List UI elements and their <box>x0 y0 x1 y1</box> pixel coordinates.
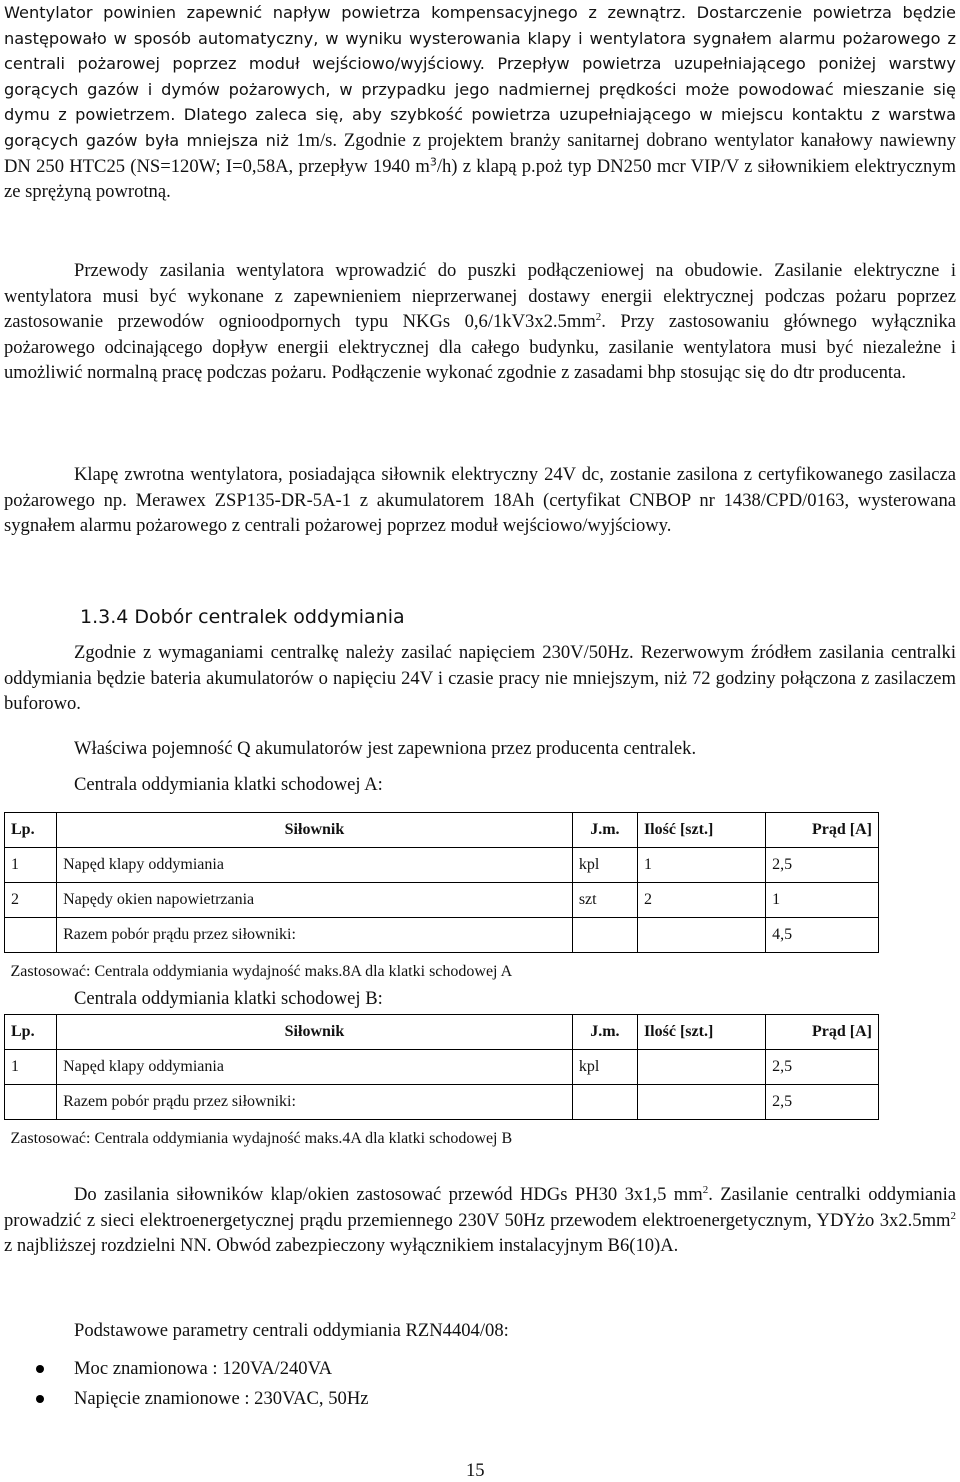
header-quantity: Ilość [szt.] <box>637 1015 765 1050</box>
header-quantity: Ilość [szt.] <box>637 813 765 848</box>
cell-empty <box>5 918 57 953</box>
parameters-list <box>0 1354 369 1414</box>
cell-current: 2,5 <box>766 1050 879 1085</box>
cell-quantity: 2 <box>637 883 765 918</box>
paragraph-parameters-intro: Podstawowe parametry centrali oddymiania RZN4404/08: <box>74 1320 509 1341</box>
page-number: 15 <box>466 1460 485 1481</box>
list-item <box>0 1384 369 1414</box>
table-header-row <box>5 1015 879 1050</box>
header-unit: J.m. <box>572 1015 637 1050</box>
header-actuator: Siłownik <box>57 1015 573 1050</box>
superscript-2: 2 <box>702 1183 709 1196</box>
paragraph-cabling-c: z najbliższej rozdzielni NN. Obwód zabezpieczony wyłącznikiem instalacyjnym B6(10)A. <box>4 1235 679 1257</box>
list-item-text: Moc znamionowa : 120VA/240VA <box>74 1358 333 1379</box>
paragraph-cabling-b: . Zasilanie centralki oddymiania prowadzić z sieci elektroenergetycznej prądu przemiennego 230V 50Hz przewodem elektroenergetycznym, YDYżo 3x2.5mm <box>4 1184 956 1231</box>
table-total-row <box>5 1085 879 1120</box>
header-current: Prąd [A] <box>766 1015 879 1050</box>
superscript-2: 2 <box>950 1209 956 1222</box>
cell-empty <box>572 918 637 953</box>
paragraph-power-supply-b: . Przy zastosowaniu głównego wyłącznika pożarowego odcinającego dopływ energii elektrycznej dla całego budynku, zasilanie wentylatora musi być niezależne i umożliwić normalną pracę podczas pożaru. Podłączenie wykonać zgodnie z zasadami bhp stosując się do dtr producenta. <box>4 311 956 384</box>
cell-total-label: Razem pobór prądu przez siłowniki: <box>57 1085 573 1120</box>
paragraph-power-supply-a: Przewody zasilania wentylatora wprowadzić do puszki podłączeniowej na obudowie. Zasilanie elektryczne i wentylatora musi być wykonane z zapewnieniem nieprzerwanej dostawy energii elektrycznej podczas pożaru poprzez zastosowanie przewodów ognioodpornych typu NKGs 0,6/1kV3x2.5mm <box>4 260 956 333</box>
paragraph-fan-intro <box>4 0 956 205</box>
list-item-text: Napięcie znamionowe : 230VAC, 50Hz <box>74 1388 369 1409</box>
cell-actuator: Napędy okien napowietrzania <box>57 883 573 918</box>
cell-current: 1 <box>766 883 879 918</box>
table-note: Zastosować: Centrala oddymiania wydajność maks.8A dla klatki schodowej A <box>5 953 879 988</box>
paragraph-fan-intro-text: Wentylator powinien zapewnić napływ powietrza kompensacyjnego z zewnątrz. Dostarczenie powietrza będzie następowało w sposób automatyczny, w wyniku wysterowania klapy i wentylatora sygnałem alarmu pożarowego z centrali pożarowej poprzez moduł wejściowo/wyjściowy. Przepływ powietrza uzupełniającego poniżej warstwy gorących gazów i dymów pożarowych, w przypadku jego nadmiernej prędkości może powodować mieszanie się dymu z powietrzem. Dlatego zaleca się, aby szybkość powietrza uzupełniającego w miejscu kontaktu z warstwa gorących gazów była mniejsza niż <box>4 3 956 150</box>
paragraph-fan-spec-end: /h) z klapą p.poż typ DN250 mcr VIP/V z siłownikiem elektrycznym ze sprężyną powrotną. <box>4 155 956 203</box>
cell-unit: kpl <box>572 1050 637 1085</box>
list-item <box>0 1354 369 1384</box>
cell-lp: 2 <box>5 883 57 918</box>
cell-empty <box>572 1085 637 1120</box>
table-row <box>5 1050 879 1085</box>
table-row <box>5 883 879 918</box>
paragraph-power-supply <box>4 258 956 386</box>
header-actuator: Siłownik <box>57 813 573 848</box>
table-staircase-b <box>4 1014 879 1154</box>
table-total-row <box>5 918 879 953</box>
header-lp: Lp. <box>5 813 57 848</box>
cell-empty <box>5 1085 57 1120</box>
cell-empty <box>637 1085 765 1120</box>
cell-total-label: Razem pobór prądu przez siłowniki: <box>57 918 573 953</box>
caption-staircase-b: Centrala oddymiania klatki schodowej B: <box>74 988 383 1009</box>
cell-unit: kpl <box>572 848 637 883</box>
cell-empty <box>637 918 765 953</box>
paragraph-fan-spec: 1m/s. Zgodnie z projektem branży sanitarnej dobrano wentylator kanałowy nawiewny DN 250 HTC25 (NS=120W; I=0,58A, przepływ 1940 m <box>4 129 956 177</box>
superscript-3: 3 <box>429 155 437 169</box>
paragraph-battery-capacity: Właściwa pojemność Q akumulatorów jest zapewniona przez producenta centralek. <box>74 738 697 759</box>
cell-actuator: Napęd klapy oddymiania <box>57 1050 573 1085</box>
paragraph-control-unit-supply: Zgodnie z wymaganiami centralkę należy zasilać napięciem 230V/50Hz. Rezerwowym źródłem zasilania centralki oddymiania będzie bateria akumulatorów o napięciu 24V i czasie pracy nie mniejszym, niż 72 godziny połączona z zasilaczem buforowo. <box>4 642 956 715</box>
table-row <box>5 848 879 883</box>
cell-actuator: Napęd klapy oddymiania <box>57 848 573 883</box>
table-note-row <box>5 1120 879 1155</box>
bullet-icon <box>36 1395 44 1403</box>
superscript-2: 2 <box>595 311 602 323</box>
cell-total-value: 2,5 <box>766 1085 879 1120</box>
cell-lp: 1 <box>5 1050 57 1085</box>
cell-unit: szt <box>572 883 637 918</box>
bullet-icon <box>36 1365 44 1373</box>
paragraph-cabling-a: Do zasilania siłowników klap/okien zastosować przewód HDGs PH30 3x1,5 mm <box>74 1184 703 1205</box>
header-lp: Lp. <box>5 1015 57 1050</box>
paragraph-cabling <box>4 1182 956 1259</box>
table-note: Zastosować: Centrala oddymiania wydajność maks.4A dla klatki schodowej B <box>5 1120 879 1155</box>
cell-quantity: 1 <box>637 848 765 883</box>
cell-lp: 1 <box>5 848 57 883</box>
paragraph-return-damper: Klapę zwrotna wentylatora, posiadająca siłownik elektryczny 24V dc, zostanie zasilona z certyfikowanego zasilacza pożarowego np. Merawex ZSP135-DR-5A-1 z akumulatorem 18Ah (certyfikat CNBOP nr 1438/CPD/0163, wysterowana sygnałem alarmu pożarowego z centrali pożarowej poprzez moduł wejściowo/wyjściowy. <box>4 464 956 537</box>
section-heading: 1.3.4 Dobór centralek oddymiania <box>80 606 405 628</box>
cell-current: 2,5 <box>766 848 879 883</box>
cell-quantity <box>637 1050 765 1085</box>
table-header-row <box>5 813 879 848</box>
table-staircase-a <box>4 812 879 987</box>
cell-total-value: 4,5 <box>766 918 879 953</box>
caption-staircase-a: Centrala oddymiania klatki schodowej A: <box>74 774 383 795</box>
header-current: Prąd [A] <box>766 813 879 848</box>
header-unit: J.m. <box>572 813 637 848</box>
table-note-row <box>5 953 879 988</box>
